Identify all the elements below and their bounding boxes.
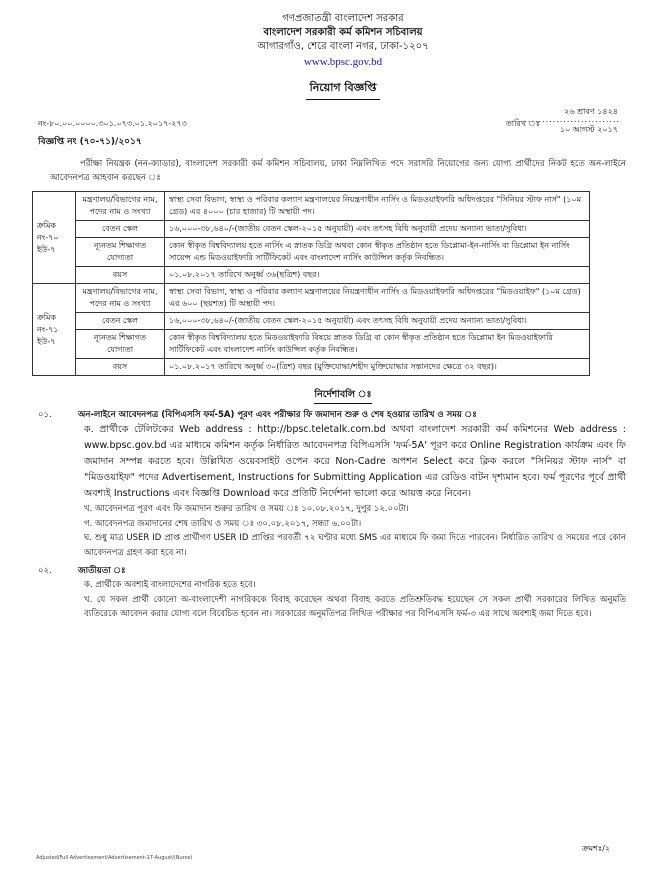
instructions-title: নির্দেশাবলি ঃ: [314, 388, 371, 404]
row-label: মন্ত্রণালয়/বিভাগের নাম, পদের নাম ও সংখ্যা: [76, 284, 165, 313]
row-label: বয়স: [76, 267, 165, 284]
row-value: ০১.০৮.২০১৭ তারিখে অনুর্ধ্ব ৩০(ত্রিশ) বছর (মুক্তিযোদ্ধা/শহীদ মুক্তিযোদ্ধার সন্তানদের ক্ষেত্রে ৩২ বছর)।: [165, 359, 590, 376]
government-name: গণপ্রজাতন্ত্রী বাংলাদেশ সরকার: [282, 13, 404, 24]
row-value: ১৬,০০০-৩৮,৬৪০/-(জাতীয় বেতন স্কেল-২০১৫ অনুযায়ী) এবং তৎসহ বিধি অনুযায়ী প্রদেয় অন্যান্য ভাতা/সুবিধা।: [165, 313, 590, 330]
table-row: [33, 221, 590, 238]
commission-address: আগারগাঁও, শেরে বাংলা নগর, ঢাকা-১২০৭: [257, 41, 429, 52]
row-label: ন্যূনতম শিক্ষাগত যোগ্যতা: [76, 330, 165, 359]
row-label: বয়স: [76, 359, 165, 376]
item-heading: জাতীয়তা ঃ: [78, 566, 126, 576]
page-continuation: ক্রমশঃ/২: [581, 844, 610, 853]
table-row: [33, 313, 590, 330]
date-english: ১০ আগস্ট ২০১৭: [559, 125, 618, 134]
item-1-gha: ঘ. শুধু মাত্র USER ID প্রাপ্ত প্রার্থীগণ USER ID প্রাপ্তির পরবর্তী ৭২ ঘণ্টার মধ্যে SMS এর মাধ্যমে ফি জমা দিতে পারবেন। নির্ধারিত তারিখ ও সময়ের পরে কোন আবেদনপত্র গ্রহণ করা হবে না।: [84, 533, 626, 558]
table-row: [33, 238, 590, 267]
row-value: ১৬,০০০-৩৮,৬৪০/-(জাতীয় বেতন স্কেল-২০১৫ অনুযায়ী) এবং তৎসহ বিধি অনুযায়ী প্রদেয় অন্যান্য ভাতা/সুবিধা।: [165, 221, 590, 238]
notice-title: নিয়োগ বিজ্ঞপ্তি: [306, 79, 381, 100]
table-row: [33, 330, 590, 359]
post-group-70: ক্রমিক নং-৭০ ইউ-৭: [33, 192, 76, 284]
table-row: [33, 359, 590, 376]
row-value: স্বাস্থ্য সেবা বিভাগ, স্বাস্থ্য ও পরিবার কল্যাণ মন্ত্রণালয়ের নিয়ন্ত্রণাধীন নার্সিং ও মিডওয়াইফারি অধিদপ্তরের "সিনিয়র স্টাফ নার্স" (১০ম গ্রেড) এর ৪০০০ (চার হাজার) টি অস্থায়ী পদ।: [165, 192, 590, 221]
item-number: ০১.: [38, 410, 52, 420]
row-label: বেতন স্কেল: [76, 313, 165, 330]
instruction-item-2: [38, 564, 626, 578]
commission-name: বাংলাদেশ সরকারী কর্ম কমিশন সচিবালয়: [263, 27, 423, 38]
instruction-item-1: [38, 408, 626, 422]
table-row: [33, 284, 590, 313]
advertisement-number: বিজ্ঞপ্তি নং (৭০-৭১)/২০১৭: [38, 137, 142, 147]
item-heading: অন-লাইনে আবেদনপত্র (বিপিএসসি ফর্ম-5A) পূরণ এবং পরীক্ষার ফি জমাদান শুরু ও শেষ হওয়ার তারিখ ও সময় ঃ: [78, 410, 477, 420]
item-number: ০২.: [38, 566, 52, 576]
date-label: তারিখ ঃ: [505, 119, 540, 128]
file-path-footer: Adjusted/Full Advertisement/Advertisement-17-August/(Nurse): [36, 855, 193, 861]
row-value: কোন স্বীকৃত বিশ্ববিদ্যালয় হতে মিডওয়াইফারি বিষয়ে স্নাতক ডিগ্রি বা কোন স্বীকৃত প্রতিষ্ঠান হতে ডিপ্লোমা ইন মিডওয়াইফারি সার্টিফিকেট এবং বাংলাদেশ নার্সিং কাউন্সিল কর্তৃক নিবন্ধিত।: [165, 330, 590, 359]
item-1-ga: গ. আবেদনপত্র জমাদানের শেষ তারিখ ও সময় ঃ ৩০.০৮.২০১৭, সন্ধ্যা ৬.০০টা।: [84, 518, 362, 529]
row-label: মন্ত্রণালয়/বিভাগের নাম, পদের নাম ও সংখ্যা: [76, 192, 165, 221]
row-value: স্বাস্থ্য সেবা বিভাগ, স্বাস্থ্য ও পরিবার কল্যাণ মন্ত্রণালয়ের নিয়ন্ত্রণাধীন নার্সিং ও মিডওয়াইফারি অধিদপ্তরের "মিডওয়াইফ" (১০ম গ্রেড) এর ৬০০ (ছয়শত) টি অস্থায়ী পদ।: [165, 284, 590, 313]
row-value: ০১.০৮.২০১৭ তারিখে অনুর্ধ্ব ৩৬(ছত্রিশ) বছর।: [165, 267, 590, 284]
table-row: [33, 267, 590, 284]
memo-number: নং-৮০.০০.০০০০.৩০১.০৭৩.০১.২০১৭-২৭৩: [38, 119, 187, 128]
table-row: [33, 192, 590, 221]
date-dots: ...........................: [524, 115, 620, 124]
row-value: কোন স্বীকৃত বিশ্ববিদ্যালয় হতে নার্সিং এ স্নাতক ডিগ্রি অথবা কোন স্বীকৃত প্রতিষ্ঠান হতে ডিপ্লোমা-ইন-নার্সিং বা ডিপ্লোমা ইন নার্সিং সায়েন্স এন্ড মিডওয়াইফারি সার্টিফিকেট এবং বাংলাদেশ নার্সিং কাউন্সিল কর্তৃক নিবন্ধিত।: [165, 238, 590, 267]
website-link[interactable]: www.bpsc.gov.bd: [303, 56, 383, 68]
post-group-71: ক্রমিক নং-৭১ ইউ-৭: [33, 284, 76, 376]
memo-line: [38, 104, 626, 134]
row-label: বেতন স্কেল: [76, 221, 165, 238]
item-1-ka: ক. প্রার্থীকে টেলিটকের Web address : http://bpsc.teletalk.com.bd অথবা বাংলাদেশ সরকারী কর্ম কমিশনের Web address : www.bpsc.gov.bd এর মাধ্যমে কমিশন কর্তৃক নির্ধারিত আবেদনপত্র বিপিএসসি 'ফর্ম-5A' পূরণ করে Online Registration কার্যক্রম এবং ফি জমাদান সম্পন্ন করতে হবে। উল্লিখিত ওয়েবসাইট ওপেন করে Non-Cadre অপশন Select করে ক্লিক করলে "সিনিয়র স্টাফ নার্স" বা "মিডওয়াইফ" পদের Advertisement, Instructions for Submitting Application এর রেডিও বাটন দৃশ্যমান হবে। ফর্ম পূরণের পূর্বে প্রার্থী অবশ্যই Instructions এবং বিজ্ঞপ্তি Download করে প্রতিটি নির্দেশনা ভালো করে আয়ত্ত করে নিবেন।: [84, 424, 626, 499]
posts-table: [32, 191, 590, 376]
intro-paragraph: পরীক্ষা নিয়ন্ত্রক (নন-ক্যাডার), বাংলাদেশ সরকারী কর্ম কমিশন সচিবালয়, ঢাকা নিম্নলিখিত পদে সরাসরি নিয়োগের জন্য যোগ্য প্রার্থীদের নিকট হতে অন-লাইনে আবেদনপত্র আহবান করছেন ঃ: [50, 159, 626, 183]
item-2-ka: ক. প্রার্থীকে অবশ্যই বাংলাদেশের নাগরিক হতে হবে।: [84, 580, 256, 590]
date-bangla: ২৬ শ্রাবণ ১৪২৪: [564, 107, 618, 116]
item-1-kha: খ. আবেদনপত্র পূরণ এবং ফি জমাদান শুরুর তারিখ ও সময় ঃ ১০.০৮.২০১৭, দুপুর ১২.০০টা।: [84, 504, 409, 514]
row-label: ন্যূনতম শিক্ষাগত যোগ্যতা: [76, 238, 165, 267]
item-2-kha: খ. যে সকল প্রার্থী কোনো অ-বাংলাদেশী নাগরিককে বিবাহ করেছেন অথবা বিবাহ করতে প্রতিশ্রুতিবদ্ধ হয়েছেন সে সকল প্রার্থী সরকারের লিখিত অনুমতি ব্যতিরেকে আবেদন করার যোগ্য বলে বিবেচিত হবেন না। সরকারের অনুমতিপত্র লিখিত পরীক্ষার পর বিপিএসসি ফর্ম-৩ এর সাথে অবশ্যই জমা দিতে হবে।: [84, 594, 626, 619]
